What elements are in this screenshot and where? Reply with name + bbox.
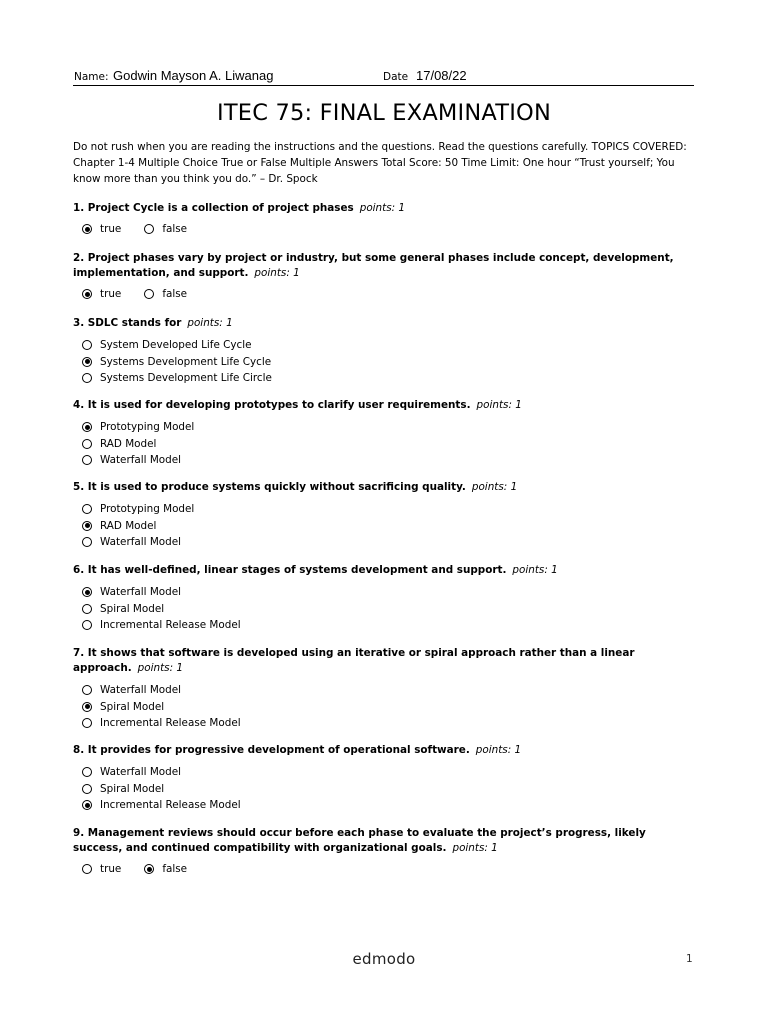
radio-button[interactable]: [82, 422, 92, 432]
exam-title: ITEC 75: FINAL EXAMINATION: [217, 100, 551, 126]
option-label: true: [100, 223, 122, 236]
edmodo-logo: edmodo: [352, 950, 416, 968]
answer-option[interactable]: [73, 518, 698, 535]
answer-options: [73, 501, 698, 551]
radio-button[interactable]: [82, 504, 92, 514]
option-label: false: [162, 863, 188, 876]
answer-option[interactable]: [73, 436, 698, 453]
answer-options: [73, 221, 698, 238]
option-label: Prototyping Model: [100, 503, 195, 516]
radio-button[interactable]: [82, 373, 92, 383]
option-label: System Developed Life Cycle: [100, 339, 252, 352]
radio-button[interactable]: [82, 439, 92, 449]
question-4: [73, 398, 698, 469]
answer-options: [73, 286, 698, 303]
answer-option[interactable]: [73, 501, 698, 518]
answer-options: [73, 584, 698, 634]
question-text: 8. It provides for progressive development of operational software. points: 1: [73, 744, 522, 756]
answer-option[interactable]: [73, 797, 698, 814]
radio-button[interactable]: [82, 800, 92, 810]
question-points: points: 1: [476, 399, 522, 411]
question-points: points: 1: [187, 317, 233, 329]
option-label: false: [162, 223, 188, 236]
answer-options: [73, 861, 698, 878]
answer-options: [73, 682, 698, 732]
answer-options: [73, 419, 698, 469]
question-points: points: 1: [137, 662, 183, 674]
answer-option[interactable]: [73, 221, 121, 238]
radio-button[interactable]: [82, 521, 92, 531]
question-points: points: 1: [254, 267, 300, 279]
answer-option[interactable]: [73, 715, 698, 732]
date-label: Date: [383, 71, 409, 83]
answer-option[interactable]: [73, 370, 698, 387]
option-label: Incremental Release Model: [100, 717, 241, 730]
option-label: Waterfall Model: [100, 766, 182, 779]
radio-button[interactable]: [82, 224, 92, 234]
question-points: points: 1: [359, 202, 406, 214]
radio-button[interactable]: [82, 537, 92, 547]
radio-button[interactable]: [144, 864, 154, 874]
radio-button[interactable]: [82, 604, 92, 614]
option-label: Waterfall Model: [100, 536, 182, 549]
option-label: RAD Model: [100, 437, 157, 450]
answer-option[interactable]: [73, 617, 698, 634]
radio-button[interactable]: [144, 289, 154, 299]
option-label: Incremental Release Model: [100, 799, 241, 812]
question-9: [73, 826, 698, 878]
answer-options: [73, 337, 698, 387]
answer-option[interactable]: [73, 781, 698, 798]
radio-button[interactable]: [144, 224, 154, 234]
option-label: false: [162, 288, 188, 301]
answer-option[interactable]: [73, 682, 698, 699]
option-label: Spiral Model: [100, 782, 165, 795]
question-7: [73, 646, 698, 732]
page-number: 1: [686, 953, 693, 965]
option-label: Incremental Release Model: [100, 619, 241, 632]
answer-option[interactable]: [73, 337, 698, 354]
question-text: 7. It shows that software is developed using an iterative or spiral approach rather than a linear approach. points: 1: [73, 647, 635, 674]
answer-option[interactable]: [135, 861, 187, 878]
question-points: points: 1: [471, 481, 518, 493]
answer-option[interactable]: [73, 354, 698, 371]
answer-option[interactable]: [73, 764, 698, 781]
student-header: [73, 68, 694, 86]
option-label: RAD Model: [100, 519, 157, 532]
radio-button[interactable]: [82, 702, 92, 712]
radio-button[interactable]: [82, 620, 92, 630]
option-label: Systems Development Life Circle: [100, 372, 272, 385]
question-6: [73, 563, 698, 634]
question-points: points: 1: [452, 842, 498, 854]
option-label: true: [100, 863, 122, 876]
question-3: [73, 316, 698, 387]
date-value: 17/08/22: [416, 68, 467, 83]
answer-option[interactable]: [73, 534, 698, 551]
radio-button[interactable]: [82, 289, 92, 299]
question-5: [73, 480, 698, 551]
option-label: Prototyping Model: [100, 421, 195, 434]
option-label: true: [100, 288, 122, 301]
radio-button[interactable]: [82, 864, 92, 874]
option-label: Systems Development Life Cycle: [100, 355, 272, 368]
answer-option[interactable]: [73, 419, 698, 436]
question-text: 2. Project phases vary by project or industry, but some general phases include concept, development, implementation, and support. points: 1: [73, 252, 674, 279]
answer-option[interactable]: [135, 221, 187, 238]
radio-button[interactable]: [82, 587, 92, 597]
option-label: Waterfall Model: [100, 684, 182, 697]
option-label: Spiral Model: [100, 602, 165, 615]
name-label: Name:: [74, 71, 109, 83]
question-text: 1. Project Cycle is a collection of project phases points: 1: [73, 202, 406, 214]
answer-option[interactable]: [73, 584, 698, 601]
answer-option[interactable]: [135, 286, 187, 303]
question-text: 4. It is used for developing prototypes to clarify user requirements. points: 1: [73, 399, 522, 411]
answer-option[interactable]: [73, 861, 121, 878]
answer-option[interactable]: [73, 699, 698, 716]
answer-option[interactable]: [73, 452, 698, 469]
question-8: [73, 743, 698, 814]
question-text: 6. It has well-defined, linear stages of systems development and support. points: 1: [73, 564, 558, 576]
question-1: [73, 201, 698, 238]
answer-option[interactable]: [73, 286, 121, 303]
option-label: Waterfall Model: [100, 586, 182, 599]
question-text: 5. It is used to produce systems quickly without sacrificing quality. points: 1: [73, 481, 518, 493]
question-text: 9. Management reviews should occur before each phase to evaluate the project’s progress, likely success, and continued compatibility with organizational goals. points: 1: [73, 827, 646, 854]
radio-button[interactable]: [82, 767, 92, 777]
option-label: Waterfall Model: [100, 454, 182, 467]
question-points: points: 1: [512, 564, 558, 576]
question-text: 3. SDLC stands for points: 1: [73, 317, 233, 329]
question-points: points: 1: [475, 744, 522, 756]
answer-options: [73, 764, 698, 814]
question-2: [73, 251, 698, 303]
answer-option[interactable]: [73, 601, 698, 618]
option-label: Spiral Model: [100, 700, 165, 713]
radio-button[interactable]: [82, 784, 92, 794]
radio-button[interactable]: [82, 340, 92, 350]
radio-button[interactable]: [82, 357, 92, 367]
name-value: Godwin Mayson A. Liwanag: [113, 68, 274, 83]
radio-button[interactable]: [82, 685, 92, 695]
exam-instructions: Do not rush when you are reading the instructions and the questions. Read the questions carefully. TOPICS COVERED: Chapter 1-4 Multiple Choice True or False Multiple Answers Total Score: 50 Time Limit: One hour “Trust yourself; You know more than you think you do.” – Dr. Spock: [73, 141, 687, 185]
radio-button[interactable]: [82, 455, 92, 465]
radio-button[interactable]: [82, 718, 92, 728]
